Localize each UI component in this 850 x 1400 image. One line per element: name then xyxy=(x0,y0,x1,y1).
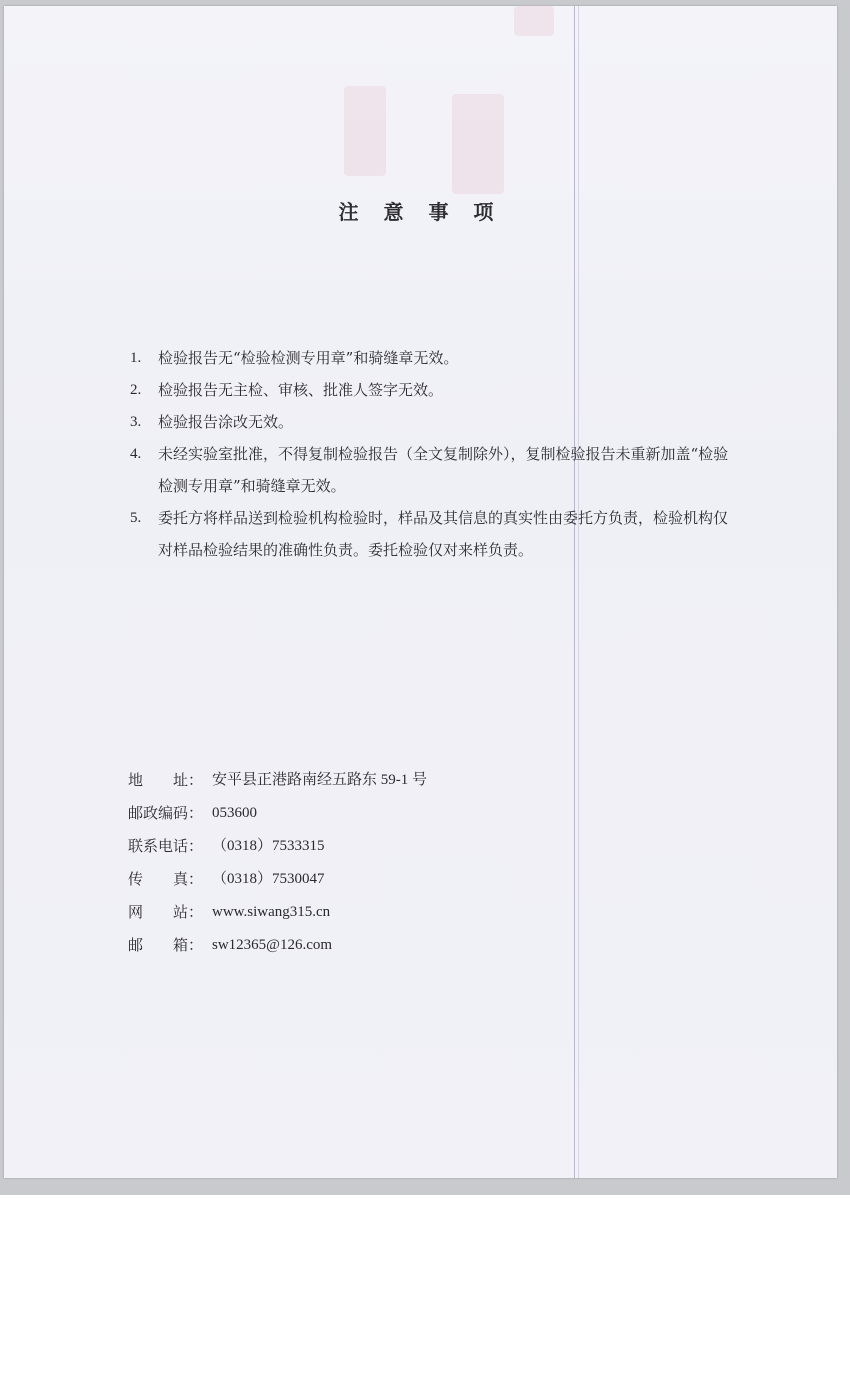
fold-line xyxy=(574,6,575,1178)
note-item xyxy=(130,502,730,566)
contact-label: 网 站： xyxy=(128,903,204,921)
contact-postcode xyxy=(128,797,628,830)
seal-ghost-right xyxy=(452,94,504,194)
note-number: 2. xyxy=(130,382,142,398)
contact-value: （0318）7530047 xyxy=(212,871,325,887)
note-number: 3. xyxy=(130,414,142,430)
contact-website xyxy=(128,896,628,929)
note-item xyxy=(130,438,730,502)
contact-value: 安平县正港路南经五路东 59-1 号 xyxy=(212,772,427,788)
note-number: 5. xyxy=(130,510,142,526)
contact-value: sw12365@126.com xyxy=(212,937,333,953)
notes-list xyxy=(130,342,730,566)
document-page xyxy=(4,6,837,1178)
note-item xyxy=(130,342,730,374)
contact-label: 地 址： xyxy=(128,771,204,789)
contact-label: 联系电话： xyxy=(128,837,204,855)
contact-phone xyxy=(128,830,628,863)
note-number: 4. xyxy=(130,446,142,462)
contact-fax xyxy=(128,863,628,896)
note-text: 委托方将样品送到检验机构检验时，样品及其信息的真实性由委托方负责，检验机构仅对样品检验结果的准确性负责。委托检验仅对来样负责。 xyxy=(158,509,729,559)
contact-value: www.siwang315.cn xyxy=(212,904,331,920)
note-text: 未经实验室批准，不得复制检验报告（全文复制除外），复制检验报告未重新加盖“检验检测专用章”和骑缝章无效。 xyxy=(158,445,729,495)
contact-address xyxy=(128,764,628,797)
note-item xyxy=(130,406,730,438)
page-title: 注 意 事 项 xyxy=(338,200,503,224)
contact-label: 邮政编码： xyxy=(128,804,204,822)
note-text: 检验报告涂改无效。 xyxy=(158,413,294,431)
contact-info xyxy=(128,764,628,962)
contact-value: （0318）7533315 xyxy=(212,838,325,854)
contact-label: 传 真： xyxy=(128,870,204,888)
contact-email xyxy=(128,929,628,962)
note-text: 检验报告无主检、审核、批准人签字无效。 xyxy=(158,381,444,399)
note-text: 检验报告无“检验检测专用章”和骑缝章无效。 xyxy=(158,349,459,367)
seal-ghost-left xyxy=(344,86,386,176)
seal-ghost-top xyxy=(514,6,554,36)
contact-value: 053600 xyxy=(212,805,257,821)
contact-label: 邮 箱： xyxy=(128,936,204,954)
note-item xyxy=(130,374,730,406)
note-number: 1. xyxy=(130,350,142,366)
fold-line-shadow xyxy=(578,6,579,1178)
